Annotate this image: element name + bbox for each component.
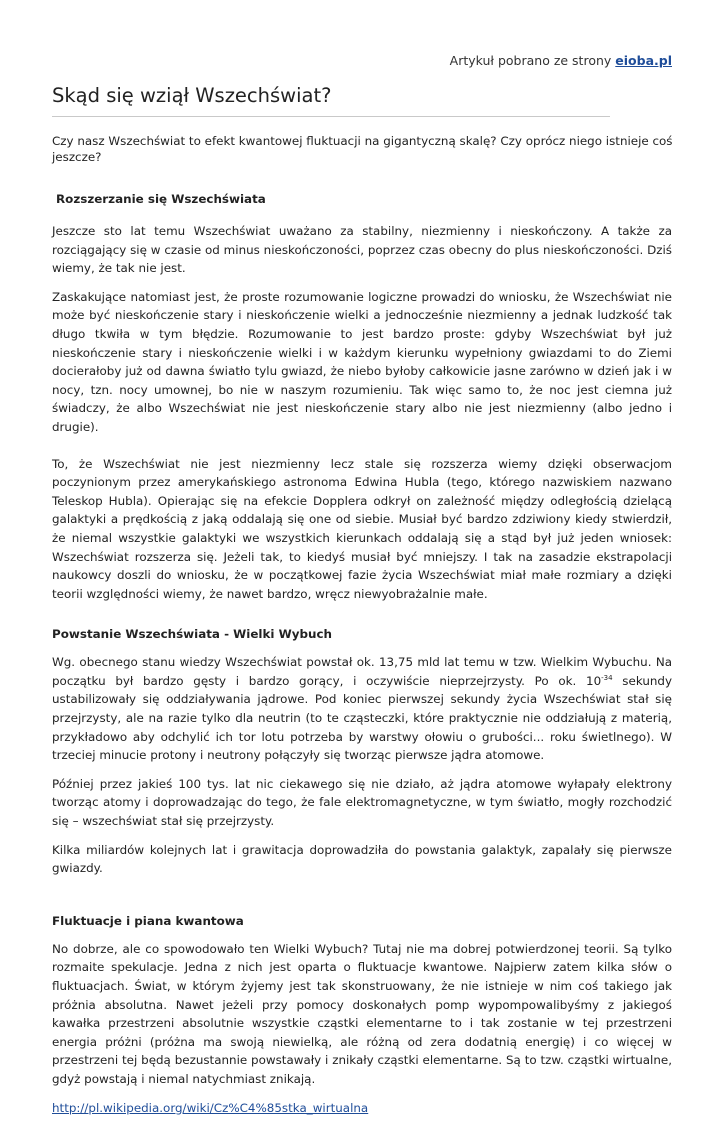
source-attribution (450, 53, 672, 68)
paragraph: Jeszcze sto lat temu Wszechświat uważano za stabilny, niezmienny i nieskończony. A także za rozciągający się w czasie od minus nieskończoności, poprzez czas obecny do plus nieskończoności. Dziś wiemy, że tak nie jest. (52, 224, 672, 276)
paragraph: Wg. obecnego stanu wiedzy Wszechświat powstał ok. 13,75 mld lat temu w tzw. Wielkim Wybuchu. Na początku był bardzo gęsty i bardzo gorący, i oczywiście nieprzejrzysty. Po ok. $10^{-34}$ sekundy ustabilizowały się oddziaływania jądrowe. Pod koniec pierwszej sekundy życia Wszechświat stał się przejrzysty, ale na razie tylko dla neutrin (to te cząsteczki, które praktycznie nie oddziałują z materią, przykładowo aby odchylić ich tor lotu potrzeba by warstwy ołowiu o grubości... roku świetlnego). W trzeciej minucie protony i neutrony połączyły się tworząc pierwsze jądra atomowe. (52, 655, 672, 763)
source-link[interactable]: eioba.pl (615, 53, 672, 68)
article-body (52, 190, 672, 1127)
paragraph: No dobrze, ale co spowodowało ten Wielki Wybuch? Tutaj nie ma dobrej potwierdzonej teorii. Są tylko rozmaite spekulacje. Jedna z nich jest oparta o fluktuacje kwantowe. Najpierw zatem kilka słów o fluktuacjach. Świat, w którym żyjemy jest tak skonstruowany, że nie istnieje w nim coś takiego jak próżnia absolutna. Nawet jeżeli przy pomocy doskonałych pomp wypompowalibyśmy z jakiegoś kawałka przestrzeni absolutnie wszystkie cząstki elementarne to i tak zostanie w tej przestrzeni energia próżni (próżna ma swoją niewielką, ale różną od zera dodatnią energię) i co więcej w przestrzeni tej będą bezustannie powstawały i znikały cząstki elementarne. Są to tzw. cząstki wirtualne, gdyż powstają i niemal natychmiast znikają. (52, 941, 672, 1086)
article-lead: Czy nasz Wszechświat to efekt kwantowej fluktuacji na gigantyczną skalę? Czy oprócz niego istnieje coś jeszcze? (52, 134, 673, 164)
paragraph: Kilka miliardów kolejnych lat i grawitacja doprowadziła do powstania galaktyk, zapalały się pierwsze gwiazdy. (52, 842, 672, 876)
title-divider (52, 116, 610, 117)
paragraph: Później przez jakieś 100 tys. lat nic ciekawego się nie działo, aż jądra atomowe wyłapały elektrony tworząc atomy i doprowadzając do tego, że fale elektromagnetyczne, w tym światło, mogły rozchodzić się – wszechświat stał się przejrzysty. (52, 776, 672, 829)
paragraph: To, że Wszechświat nie jest niezmienny lecz stale się rozszerza wiemy dzięki obserwacjom poczynionym przez amerykańskiego astronoma Edwina Hubla (tego, którego nazwiskiem nazwano Teleskop Hubla). Opierając się na efekcie Dopplera odkrył on zależność między odległością dzielącą galaktyki a prędkością z jaką oddalają się one od siebie. Musiał być bardzo zdziwiony kiedy stwierdził, że niemal wszystkie galaktyki we wszystkich kierunkach oddalają się a stąd był już jeden wniosek: Wszechświat rozszerza się. Jeżeli tak, to kiedyś musiał być mniejszy. I tak na zasadzie ekstrapolacji naukowcy doszli do wniosku, że w początkowej fazie życia Wszechświat miał małe rozmiary a dzięki teorii względności wiemy, że nawet bardzo, wręcz niewyobrażalnie małe. (52, 456, 672, 601)
source-text: Artykuł pobrano ze strony (449, 53, 612, 68)
page-title: Skąd się wziął Wszechświat? (52, 84, 332, 107)
section-heading-fluctuations: Fluktuacje i piana kwantowa (52, 913, 244, 928)
section-heading-big-bang: Powstanie Wszechświata - Wielki Wybuch (52, 627, 332, 642)
wiki-link-paragraph (52, 1099, 672, 1118)
paragraph: Zaskakujące natomiast jest, że proste rozumowanie logiczne prowadzi do wniosku, że Wszechświat nie może być nieskończenie stary i nieskończenie wielki a jednocześnie niezmienny a jednak ludzkość tak długo tkwiła w tym błędzie. Rozumowanie to jest bardzo proste: gdyby Wszechświat był już nieskończenie stary i nieskończenie wielki i w każdym kierunku wypełniony gwiazdami to do Ziemi docierałoby już od dawna światło tylu gwiazd, że niebo byłoby całkowicie jasne zarówno w dzień jak i w nocy, tzn. nocy umownej, bo nie w naszym rozumieniu. Tak więc samo to, że noc jest ciemna już świadczy, że albo Wszechświat nie jest nieskończenie stary albo nie jest niezmienny (albo jedno i drugie). (52, 289, 672, 434)
section-heading-expansion: Rozszerzanie się Wszechświata (56, 192, 266, 206)
wikipedia-link[interactable]: http://pl.wikipedia.org/wiki/Cz%C4%85stka_wirtualna (52, 1100, 369, 1115)
